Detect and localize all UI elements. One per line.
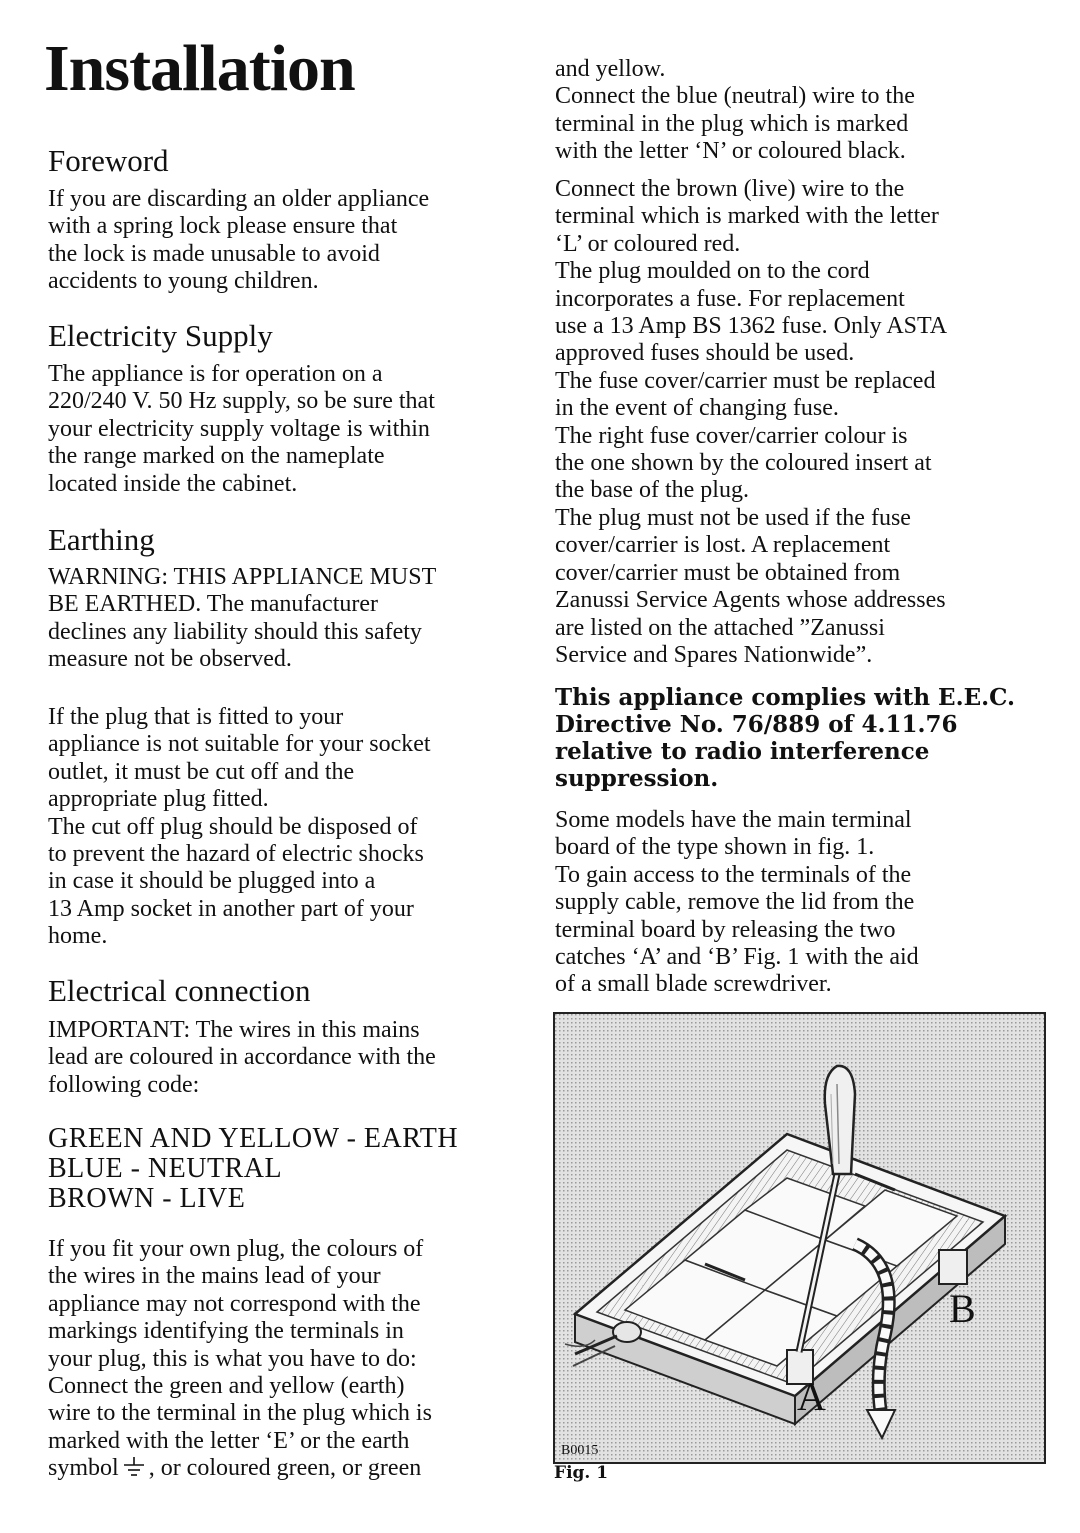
electrical-connection-heading: Electrical connection <box>48 973 311 1008</box>
own-plug-text: If you fit your own plug, the colours of the wires in the mains lead of your appliance may not correspond with the markings identifying the terminals in your plug, this is what you have to do: Connect the green and yellow (earth) wire to the terminal in the plug which is marked with the letter ‘E’ or the earth <box>48 1236 432 1454</box>
electricity-supply-text: The appliance is for operation on a 220/240 V. 50 Hz supply, so be sure that your electricity supply voltage is within the range marked on the nameplate located inside the cabinet. <box>48 361 435 497</box>
wire-colour-code: GREEN AND YELLOW - EARTH BLUE - NEUTRAL BROWN - LIVE <box>48 1123 459 1214</box>
terminal-board-figure <box>553 1012 1046 1464</box>
important-text: IMPORTANT: The wires in this mains lead are coloured in accordance with the following code: <box>48 1017 436 1098</box>
symbol-prefix: symbol <box>48 1455 119 1481</box>
foreword-heading: Foreword <box>48 143 169 178</box>
figure-caption: Fig. 1 <box>554 1463 609 1483</box>
foreword-text: If you are discarding an older appliance with a spring lock please ensure that the lock is made unusable to avoid accidents to young children. <box>48 186 430 295</box>
plug-replacement-text: If the plug that is fitted to your appliance is not suitable for your socket outlet, it must be cut off and the appropriate plug fitted. The cut off plug should be disposed of to prevent the hazard of electric shocks in case it should be plugged into a 13 Amp socket in another part of your home. <box>48 704 431 950</box>
catch-a-label: A <box>797 1374 826 1419</box>
right-paragraph-2: Connect the brown (live) wire to the terminal which is marked with the letter ‘L’ or coloured red. The plug moulded on to the cord incorporates a fuse. For replacement use a 13 Amp BS 1362 fuse. Only ASTA approved fuses should be used. The fuse cover/carrier must be replaced in the event of changing fuse. The right fuse cover/carrier colour is the one shown by the coloured insert at the base of the plug. The plug must not be used if the fuse cover/carrier is lost. A replacement cover/carrier must be obtained from Zanussi Service Agents whose addresses are listed on the attached ”Zanussi Service and Spares Nationwide”. <box>555 176 948 668</box>
page-title: Installation <box>44 32 355 105</box>
terminal-board-illustration <box>555 1014 1044 1462</box>
earthing-heading: Earthing <box>48 522 155 557</box>
earthing-warning-text: WARNING: THIS APPLIANCE MUST BE EARTHED. The manufacturer declines any liability should this safety measure not be observed. <box>48 564 437 673</box>
earth-symbol-icon <box>123 1457 145 1477</box>
symbol-suffix: , or coloured green, or green <box>148 1455 422 1481</box>
right-paragraph-1: and yellow. Connect the blue (neutral) wire to the terminal in the plug which is marked with the letter ‘N’ or coloured black. <box>555 56 915 165</box>
figure-code: B0015 <box>561 1443 599 1458</box>
terminal-board-text: Some models have the main terminal board of the type shown in fig. 1. To gain access to the terminals of the supply cable, remove the lid from the terminal board by releasing the two catches ‘A’ and ‘B’ Fig. 1 with the aid of a small blade screwdriver. <box>555 807 919 998</box>
catch-b-label: B <box>949 1286 976 1331</box>
eec-directive-text: This appliance complies with E.E.C. Directive No. 76/889 of 4.11.76 relative to radio interference suppression. <box>555 684 1016 792</box>
earth-symbol-line <box>48 1455 421 1482</box>
electricity-supply-heading: Electricity Supply <box>48 318 273 353</box>
